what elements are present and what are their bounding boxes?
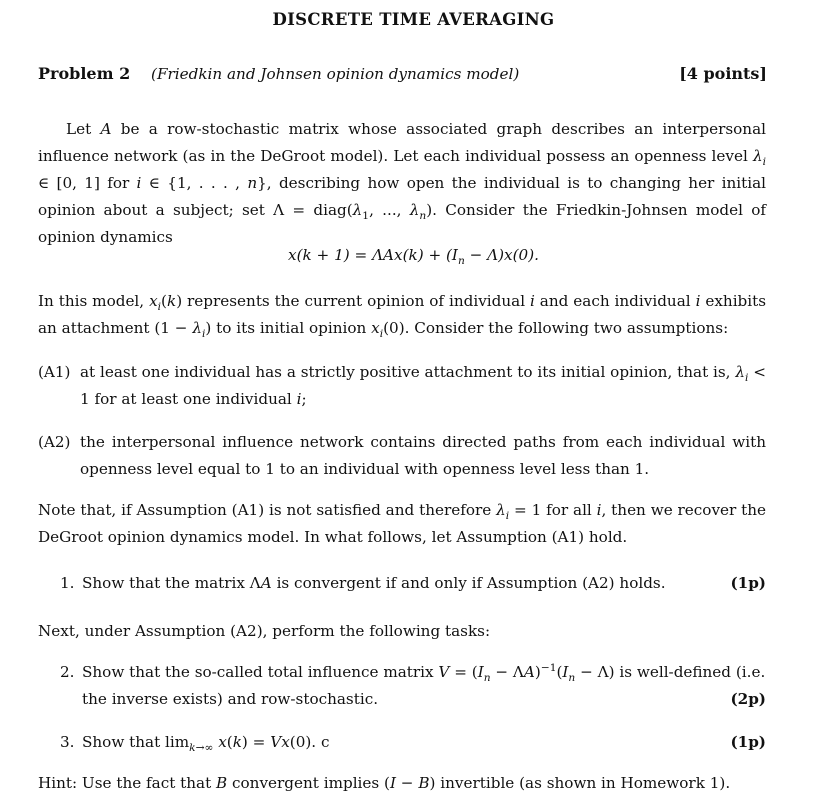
intro-paragraph: Let A be a row-stochastic matrix whose associated graph describes an interpersonal influence network (as in the DeGroot model). Let each individual possess an openness level $\lambda_i$ ∈ [0, 1] for i ∈ {1, . . . , n}, describing how open the individual is to changing her initial opinion about a subject; set $\Lambda = diag(\lambda_1$, ..., $\lambda_n$). Consider the Friedkin-Johnsen model of opinion dynamics [38, 120, 767, 246]
task-3: 3. Show that $\lim_{k\to\infty} x(k) = Vx(0)$. c (1p) [60, 729, 766, 756]
assumption-a2: (A2) the interpersonal influence network contains directed paths from each individual with openness level equal to 1 to an individual with openness level less than 1. [38, 433, 766, 478]
next-paragraph: Next, under Assumption (A2), perform the following tasks: [38, 622, 491, 640]
fj-equation: $x(k + 1) = \Lambda Ax(k) + (I_n - \Lambda)x(0)$. [288, 246, 539, 268]
problem-points: [4 points] [679, 64, 767, 83]
task-1-points: (1p) [730, 574, 766, 592]
problem-header [38, 60, 767, 86]
task-3-points: (1p) [730, 733, 766, 751]
page-title: DISCRETE TIME AVERAGING [272, 10, 555, 29]
hint-paragraph: Hint: Use the fact that B convergent implies (I − B) invertible (as shown in Homework 1). [38, 774, 731, 792]
model-paragraph: In this model, $x_i(k)$ represents the current opinion of individual i and each individual i exhibits an attachment $(1 - \lambda_i)$ to its initial opinion $x_i(0)$. Consider the following two assumptions: [38, 292, 767, 341]
task-1: 1. Show that the matrix ΛA is convergent if and only if Assumption (A2) holds. (1p) [60, 570, 766, 597]
task-2: 2. Show that the so-called total influence matrix $V = (I_n - \Lambda A)^{-1}(I_n - \Lambda)$ is well-defined (i.e. the inverse exists) and row-stochastic. (2p) [60, 659, 766, 713]
assumption-a1: (A1) at least one individual has a strictly positive attachment to its initial opinion, that is, $\lambda_i < 1$ for at least one individual i; [38, 363, 766, 408]
problem-subtitle: (Friedkin and Johnsen opinion dynamics model) [151, 65, 520, 83]
note-paragraph: Note that, if Assumption (A1) is not satisfied and therefore $\lambda_i = 1$ for all i, then we recover the DeGroot opinion dynamics model. In what follows, let Assumption (A1) hold. [38, 501, 766, 546]
task-2-points: (2p) [730, 690, 766, 708]
problem-label: Problem 2 [38, 64, 131, 83]
